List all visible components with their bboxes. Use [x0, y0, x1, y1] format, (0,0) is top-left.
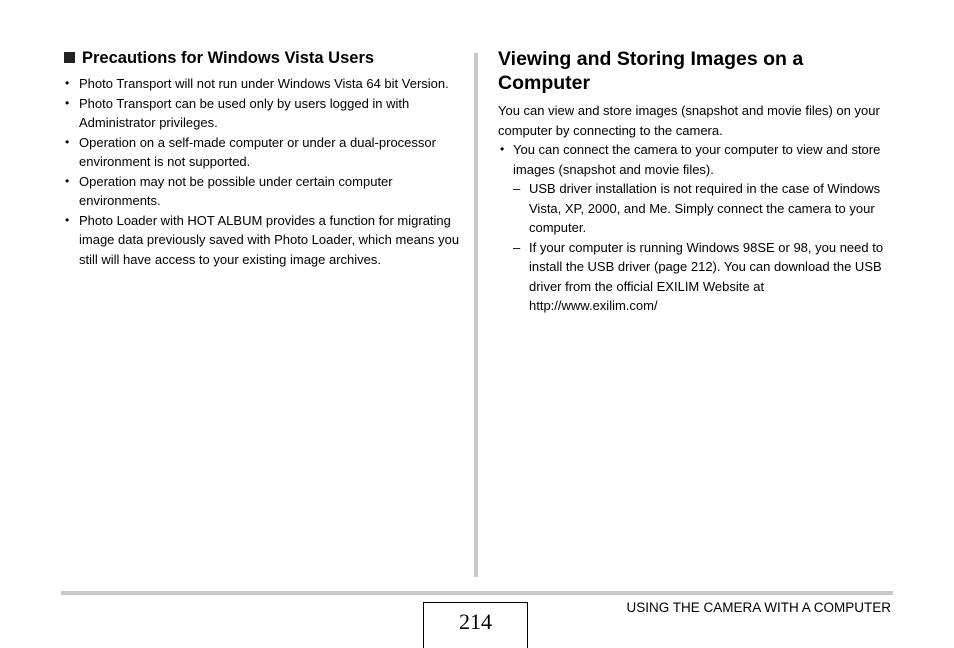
section-heading-text: Precautions for Windows Vista Users — [82, 49, 375, 67]
bullet-dot-icon: • — [65, 173, 70, 188]
section-heading — [63, 47, 463, 69]
list-item-text: Photo Transport will not run under Windows Vista 64 bit Version. — [79, 76, 449, 91]
list-item-text: Operation on a self-made computer or under a dual-processor environment is not supported. — [79, 134, 436, 169]
list-item — [498, 140, 893, 316]
intro-paragraph: You can view and store images (snapshot and movie files) on your computer by connecting to the camera. — [498, 103, 880, 138]
page-number: 214 — [459, 609, 492, 634]
bullet-dot-icon: • — [65, 95, 70, 110]
sub-list-item — [513, 238, 893, 316]
page-title: Viewing and Storing Images on a Computer — [498, 48, 804, 94]
page-number-box — [423, 602, 528, 648]
list-item — [63, 74, 463, 94]
running-footer-title: USING THE CAMERA WITH A COMPUTER — [626, 600, 891, 615]
footer-divider — [61, 591, 893, 595]
bullet-dot-icon: • — [65, 212, 70, 227]
list-item-text: Photo Transport can be used only by users logged in with Administrator privileges. — [79, 95, 410, 130]
precautions-list — [63, 74, 463, 269]
dash-bullet-icon: – — [513, 239, 521, 255]
left-column — [63, 47, 463, 269]
square-bullet-icon — [64, 52, 75, 63]
bullet-dot-icon: • — [65, 134, 70, 149]
list-item — [63, 172, 463, 211]
sub-list-item — [513, 179, 893, 238]
column-divider — [474, 53, 478, 577]
list-item-text: Operation may not be possible under certain computer environments. — [79, 173, 393, 208]
connection-list — [498, 140, 893, 316]
bullet-dot-icon: • — [65, 76, 70, 90]
sub-list-item-text: If your computer is running Windows 98SE or 98, you need to install the USB driver (page 212). You can download the USB driver from the official EXILIM Website at http://www.exilim.com/ — [529, 239, 884, 313]
right-column — [498, 47, 893, 316]
list-item — [63, 133, 463, 172]
bullet-dot-icon: • — [500, 142, 505, 156]
driver-notes-list — [513, 179, 893, 316]
list-item — [63, 211, 463, 270]
list-item — [63, 94, 463, 133]
list-item-text: Photo Loader with HOT ALBUM provides a function for migrating image data previously saved with Photo Loader, which means you still will have access to your existing image archives. — [79, 212, 460, 267]
dash-bullet-icon: – — [513, 181, 521, 196]
sub-list-item-text: USB driver installation is not required in the case of Windows Vista, XP, 2000, and Me. Simply connect the camera to your computer. — [529, 181, 881, 235]
list-item-text: You can connect the camera to your computer to view and store images (snapshot and movie files). — [513, 142, 881, 177]
